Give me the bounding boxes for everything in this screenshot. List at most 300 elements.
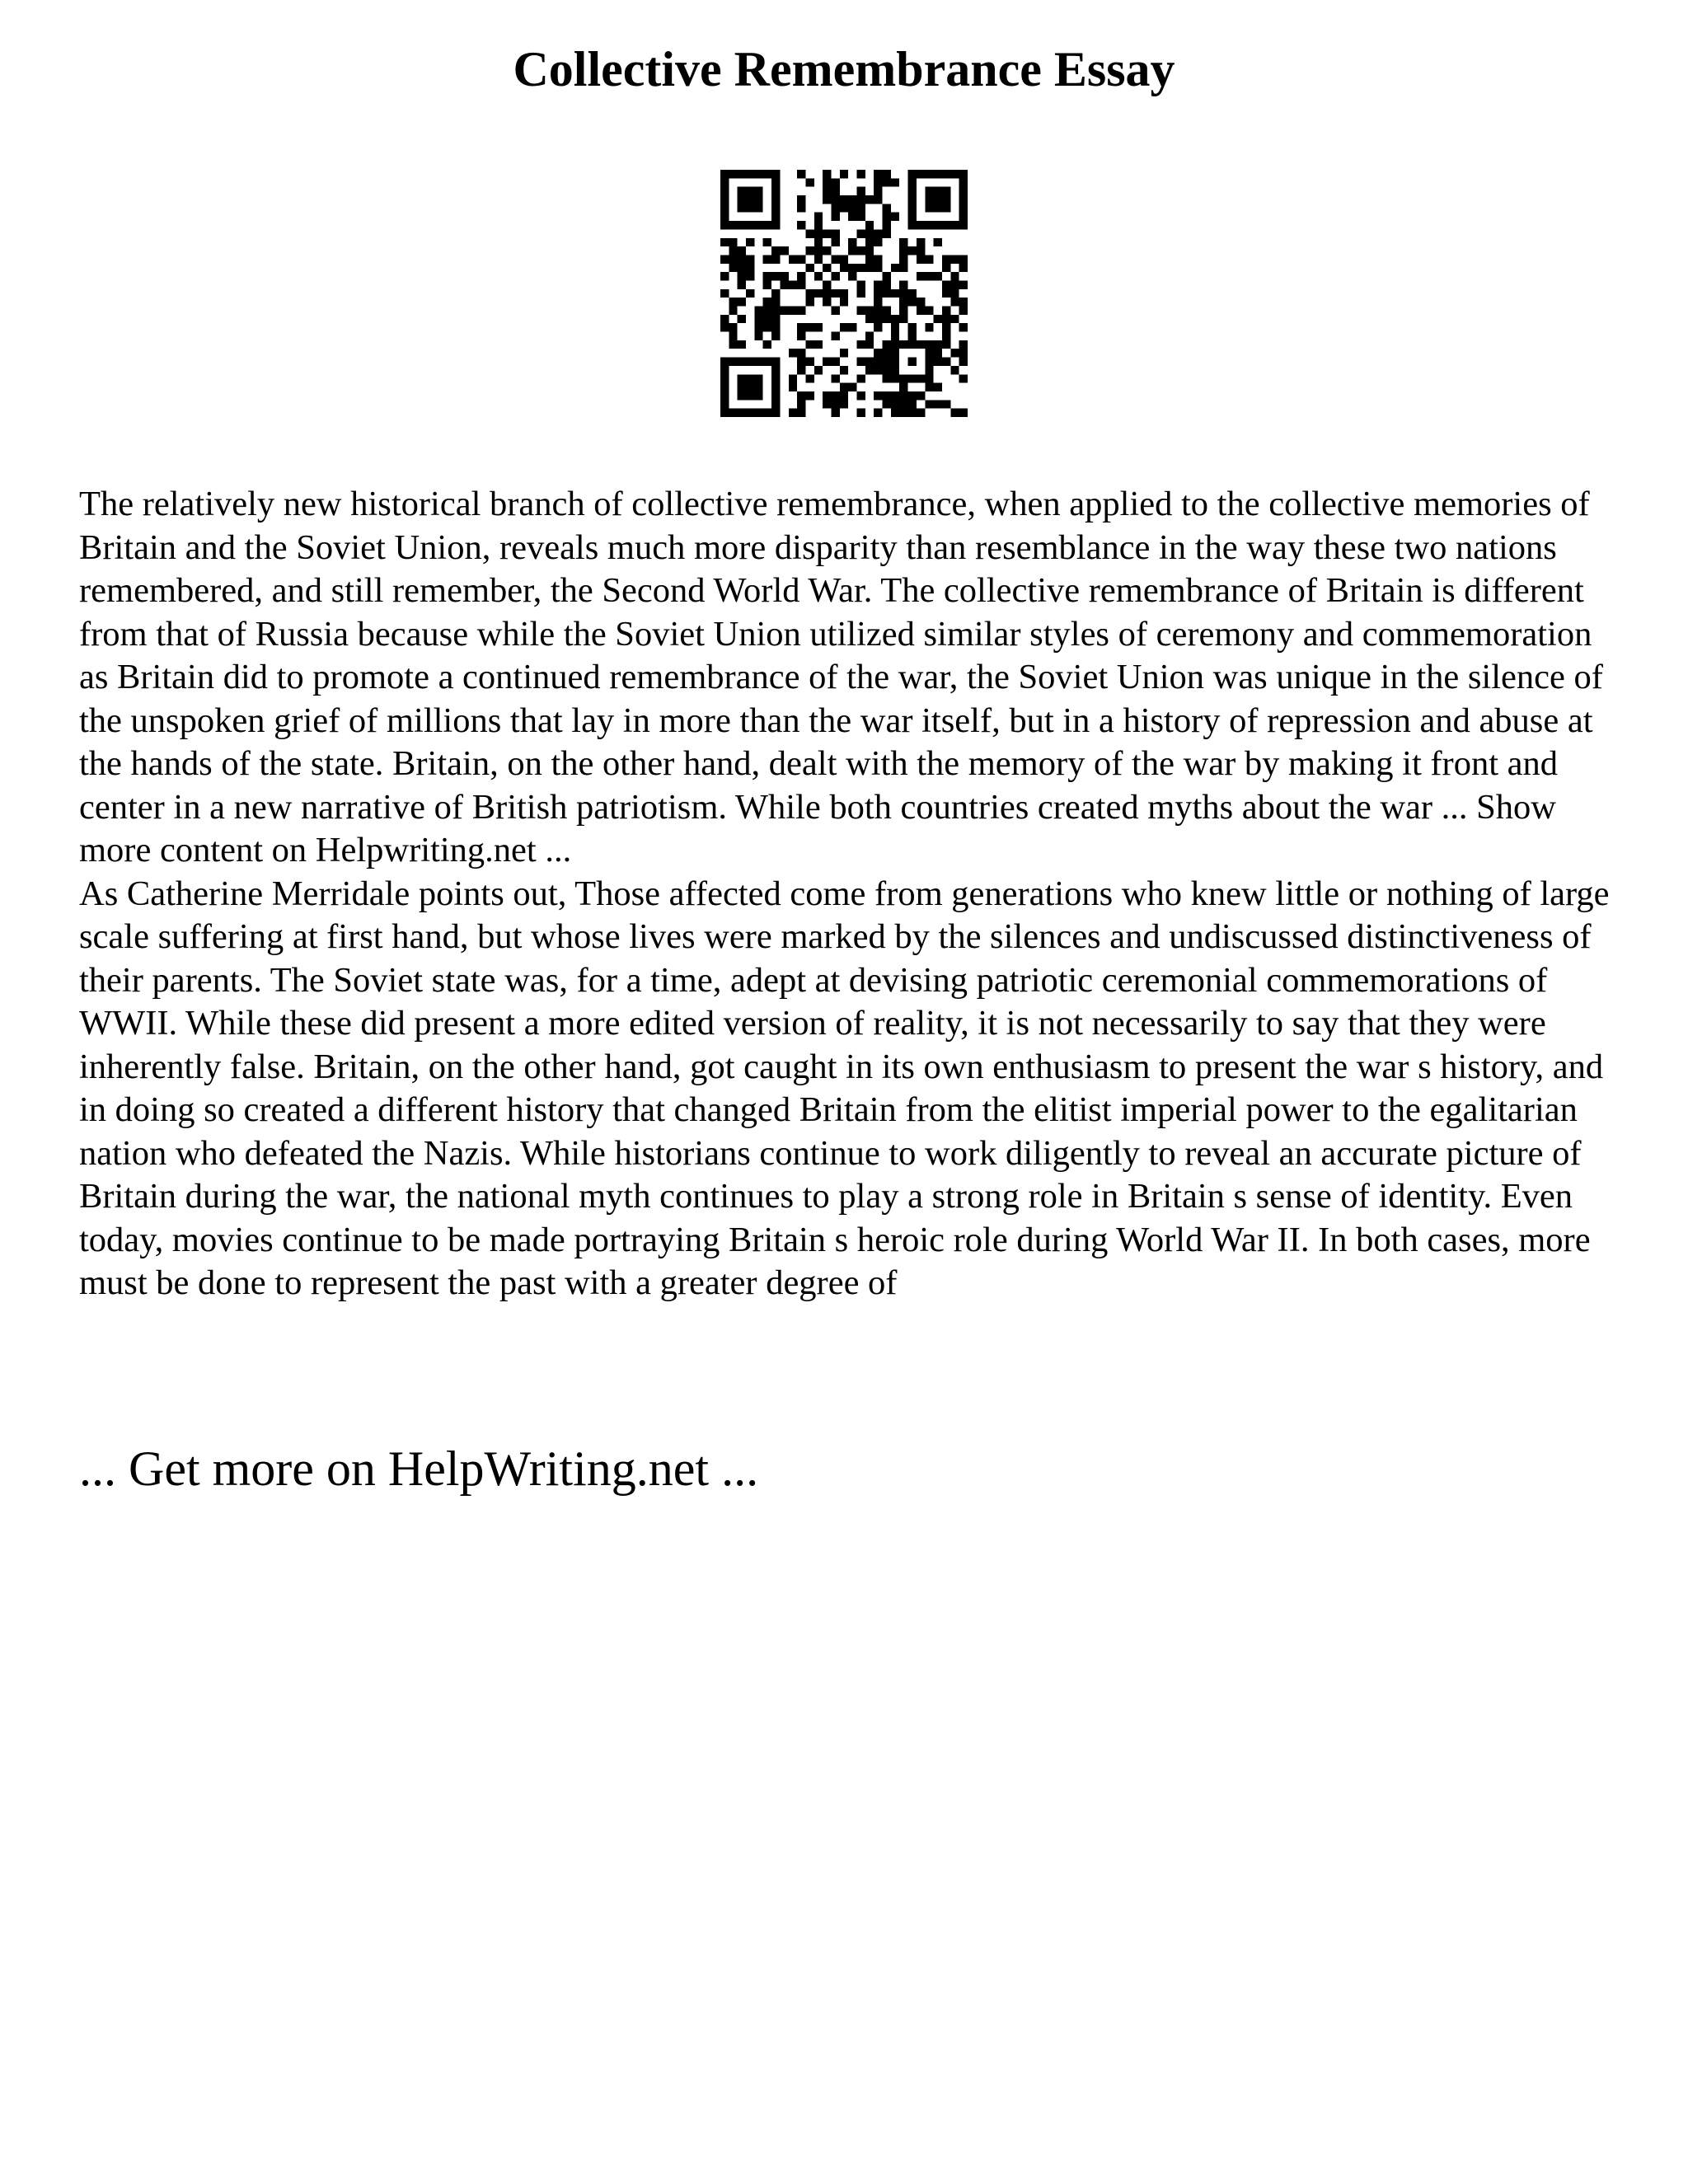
qr-module [959, 255, 968, 263]
qr-module [746, 264, 754, 272]
qr-module [857, 229, 865, 237]
qr-module [746, 255, 754, 263]
qr-module [917, 298, 925, 306]
essay-paragraph-2: As Catherine Merridale points out, Those affected come from generations who knew little or nothing of large scale suffering at first hand, but whose lives were marked by the silences and undiscussed distinctiveness of their parents. The Soviet state was, for a time, adept at devising patriotic ceremonial commemorations of WWII. While these did present a more edited version of reality, it is not necessarily to say that they were inherently false. Britain, on the other hand, got caught in its own enthusiasm to present the war s history, and in doing so created a different history that changed Britain from the elitist imperial power to the egalitarian nation who defeated the Nazis. While historians continue to work diligently to reveal an accurate picture of Britain during the war, the national myth continues to play a strong role in Britain s sense of identity. Even today, movies continue to be made portraying Britain s heroic role during World War II. In both cases, more must be done to represent the past with a greater degree of [79, 874, 1610, 1302]
qr-module [814, 323, 823, 331]
qr-module [840, 195, 848, 204]
qr-module [942, 315, 950, 323]
qr-module [874, 307, 882, 315]
qr-module [789, 349, 797, 357]
qr-module [831, 289, 839, 298]
qr-module [899, 340, 907, 349]
qr-module [771, 332, 780, 340]
qr-module [823, 187, 831, 195]
qr-module [771, 383, 780, 391]
qr-module [754, 391, 762, 400]
qr-module [738, 187, 746, 195]
qr-module [831, 391, 839, 400]
qr-module [720, 289, 729, 298]
document-title: Collective Remembrance Essay [513, 42, 1175, 96]
qr-module [942, 221, 950, 229]
qr-module [771, 187, 780, 195]
qr-module [934, 238, 942, 246]
qr-module [874, 358, 882, 366]
qr-module [883, 213, 891, 221]
qr-module [883, 289, 891, 298]
qr-module [729, 323, 737, 331]
qr-module [823, 400, 831, 408]
qr-module [857, 358, 865, 366]
qr-module [848, 264, 856, 272]
qr-module [942, 255, 950, 263]
qr-module [746, 238, 754, 246]
qr-module [738, 221, 746, 229]
qr-module [763, 340, 771, 349]
qr-module [917, 221, 925, 229]
qr-module [754, 383, 762, 391]
qr-module [797, 307, 805, 315]
qr-module [883, 272, 891, 280]
qr-module [805, 358, 814, 366]
qr-module [720, 221, 729, 229]
qr-module [738, 383, 746, 391]
qr-module [754, 307, 762, 315]
qr-module [771, 255, 780, 263]
qr-module [899, 383, 907, 391]
qr-module [831, 178, 839, 186]
qr-module [746, 391, 754, 400]
qr-module [840, 391, 848, 400]
qr-module [942, 340, 950, 349]
qr-module [934, 272, 942, 280]
qr-module [754, 332, 762, 340]
qr-module [805, 264, 814, 272]
qr-module [917, 340, 925, 349]
qr-module [771, 307, 780, 315]
qr-module [934, 315, 942, 323]
qr-module [934, 383, 942, 391]
qr-module [814, 255, 823, 263]
qr-module [789, 307, 797, 315]
qr-module [831, 332, 839, 340]
qr-module [934, 195, 942, 204]
qr-module [857, 340, 865, 349]
qr-module [840, 264, 848, 272]
qr-module [891, 323, 899, 331]
qr-module [831, 409, 839, 417]
qr-module [805, 246, 814, 255]
qr-module [857, 264, 865, 272]
qr-module [780, 307, 788, 315]
qr-module [797, 400, 805, 408]
qr-module [874, 289, 882, 298]
qr-module [959, 195, 968, 204]
qr-module [908, 391, 917, 400]
qr-module [874, 349, 882, 357]
qr-module [891, 358, 899, 366]
qr-module [883, 358, 891, 366]
qr-module [823, 178, 831, 186]
qr-module [763, 272, 771, 280]
qr-module [823, 391, 831, 400]
qr-module [942, 323, 950, 331]
qr-module [729, 221, 737, 229]
qr-module [763, 238, 771, 246]
qr-module [874, 238, 882, 246]
qr-module [729, 238, 737, 246]
qr-module [959, 340, 968, 349]
qr-module [891, 289, 899, 298]
qr-module [874, 170, 882, 178]
qr-module [874, 409, 882, 417]
qr-module [908, 170, 917, 178]
qr-module [840, 289, 848, 298]
qr-module [797, 272, 805, 280]
qr-module [950, 289, 959, 298]
qr-module [891, 366, 899, 374]
qr-module [771, 204, 780, 212]
qr-module [959, 187, 968, 195]
qr-module [746, 289, 754, 298]
qr-module [874, 255, 882, 263]
qr-module [754, 204, 762, 212]
qr-module [934, 340, 942, 349]
qr-module [720, 409, 729, 417]
qr-module [738, 340, 746, 349]
qr-module [874, 366, 882, 374]
qr-module [738, 409, 746, 417]
qr-module [771, 246, 780, 255]
qr-module [746, 187, 754, 195]
qr-module [883, 178, 891, 186]
qr-module [831, 307, 839, 315]
qr-module [857, 307, 865, 315]
qr-module [763, 307, 771, 315]
qr-module [823, 170, 831, 178]
qr-module [883, 391, 891, 400]
qr-module [738, 255, 746, 263]
qr-module [805, 374, 814, 382]
qr-module [814, 366, 823, 374]
qr-module [874, 187, 882, 195]
qr-module [848, 195, 856, 204]
qr-module [720, 170, 729, 178]
qr-module [934, 349, 942, 357]
qr-module [738, 246, 746, 255]
qr-module [865, 229, 874, 237]
qr-module [797, 349, 805, 357]
qr-module [771, 358, 780, 366]
qr-module [899, 289, 907, 298]
qr-module [883, 221, 891, 229]
qr-module [925, 323, 933, 331]
qr-module [959, 307, 968, 315]
qr-module [771, 323, 780, 331]
qr-module [738, 272, 746, 280]
qr-module [883, 366, 891, 374]
qr-module [883, 229, 891, 237]
qr-module [908, 409, 917, 417]
qr-module [840, 366, 848, 374]
qr-module [746, 170, 754, 178]
qr-module [891, 400, 899, 408]
qr-module [738, 298, 746, 306]
qr-module [865, 264, 874, 272]
qr-module [746, 383, 754, 391]
qr-module [934, 221, 942, 229]
qr-module [720, 323, 729, 331]
qr-module [738, 391, 746, 400]
qr-module [865, 332, 874, 340]
qr-module [950, 349, 959, 357]
qr-module [883, 204, 891, 212]
qr-module [729, 340, 737, 349]
qr-module [908, 213, 917, 221]
qr-module [746, 272, 754, 280]
qr-module [865, 195, 874, 204]
qr-module [754, 323, 762, 331]
qr-module [771, 298, 780, 306]
qr-module [857, 187, 865, 195]
qr-module [925, 307, 933, 315]
qr-module [831, 187, 839, 195]
qr-module [771, 374, 780, 382]
qr-module [891, 374, 899, 382]
qr-module [805, 323, 814, 331]
qr-module [959, 170, 968, 178]
qr-module [746, 221, 754, 229]
qr-module [823, 298, 831, 306]
qr-module [746, 358, 754, 366]
qr-module [754, 195, 762, 204]
qr-module [797, 221, 805, 229]
qr-module [729, 332, 737, 340]
qr-module [771, 391, 780, 400]
qr-module [925, 204, 933, 212]
qr-module [720, 238, 729, 246]
qr-module [840, 298, 848, 306]
qr-module [789, 409, 797, 417]
qr-module [925, 383, 933, 391]
qr-module [771, 272, 780, 280]
qr-module [891, 391, 899, 400]
qr-module [789, 374, 797, 382]
qr-module [891, 409, 899, 417]
qr-module [771, 178, 780, 186]
get-more-link[interactable]: ... Get more on HelpWriting.net ... [79, 1441, 759, 1496]
qr-module [720, 178, 729, 186]
qr-module [959, 409, 968, 417]
qr-module [814, 272, 823, 280]
qr-module [899, 298, 907, 306]
qr-module [908, 289, 917, 298]
qr-module [908, 187, 917, 195]
qr-module [917, 307, 925, 315]
qr-module [942, 204, 950, 212]
qr-module [950, 298, 959, 306]
qr-module [899, 255, 907, 263]
qr-module [950, 255, 959, 263]
qr-module [771, 409, 780, 417]
qr-module [857, 280, 865, 288]
qr-module [950, 409, 959, 417]
qr-module [934, 170, 942, 178]
qr-module [797, 204, 805, 212]
qr-module [840, 383, 848, 391]
qr-module [771, 195, 780, 204]
qr-module [950, 221, 959, 229]
essay-body [79, 483, 1620, 1305]
qr-module [925, 400, 933, 408]
qr-module [942, 264, 950, 272]
qr-module [908, 323, 917, 331]
qr-module [950, 280, 959, 288]
qr-module [831, 272, 839, 280]
qr-module [942, 195, 950, 204]
qr-module [917, 238, 925, 246]
qr-module [883, 349, 891, 357]
qr-module [738, 374, 746, 382]
qr-module [771, 400, 780, 408]
qr-module [771, 221, 780, 229]
qr-module [899, 238, 907, 246]
qr-module [729, 358, 737, 366]
qr-module [771, 213, 780, 221]
qr-module [729, 255, 737, 263]
qr-module [797, 280, 805, 288]
qr-module [959, 298, 968, 306]
qr-module [925, 349, 933, 357]
qr-module [925, 195, 933, 204]
qr-module [857, 409, 865, 417]
qr-module [865, 221, 874, 229]
qr-module [738, 195, 746, 204]
qr-module [865, 255, 874, 263]
qr-module [720, 374, 729, 382]
qr-module [823, 289, 831, 298]
qr-module [771, 289, 780, 298]
qr-module [934, 187, 942, 195]
qr-module [874, 298, 882, 306]
qr-module [891, 315, 899, 323]
qr-module [899, 264, 907, 272]
qr-module [942, 332, 950, 340]
qr-module [840, 400, 848, 408]
qr-module [925, 255, 933, 263]
qr-module [763, 409, 771, 417]
qr-module [942, 307, 950, 315]
qr-module [831, 204, 839, 212]
qr-module [814, 238, 823, 246]
qr-module [925, 187, 933, 195]
qr-module [848, 272, 856, 280]
qr-module [908, 358, 917, 366]
qr-module [814, 229, 823, 237]
qr-module [771, 315, 780, 323]
qr-module [908, 340, 917, 349]
qr-module [950, 315, 959, 323]
qr-module [720, 315, 729, 323]
qr-module [797, 366, 805, 374]
qr-module [720, 187, 729, 195]
qr-module [917, 409, 925, 417]
qr-module [848, 246, 856, 255]
qr-module [797, 323, 805, 331]
qr-module [908, 332, 917, 340]
qr-module [883, 340, 891, 349]
qr-module [797, 332, 805, 340]
qr-module [908, 400, 917, 408]
qr-module [823, 229, 831, 237]
qr-module [891, 332, 899, 340]
qr-module [874, 391, 882, 400]
qr-module [959, 264, 968, 272]
qr-module [805, 289, 814, 298]
qr-module [908, 204, 917, 212]
qr-module [746, 374, 754, 382]
qr-module [771, 366, 780, 374]
qr-module [934, 204, 942, 212]
qr-module [754, 409, 762, 417]
qr-module [754, 358, 762, 366]
qr-module [874, 323, 882, 331]
qr-module [746, 409, 754, 417]
qr-module [805, 229, 814, 237]
qr-module [720, 213, 729, 221]
qr-module [874, 195, 882, 204]
qr-module [738, 280, 746, 288]
qr-module [917, 272, 925, 280]
qr-module [891, 349, 899, 357]
qr-module [831, 358, 839, 366]
qr-module [942, 170, 950, 178]
qr-module [865, 238, 874, 246]
qr-module [942, 400, 950, 408]
qr-module [840, 349, 848, 357]
qr-module [814, 246, 823, 255]
qr-module [899, 409, 907, 417]
qr-module [925, 272, 933, 280]
qr-module [925, 358, 933, 366]
qr-module [831, 229, 839, 237]
qr-module [959, 374, 968, 382]
qr-module [823, 246, 831, 255]
qr-module [874, 229, 882, 237]
essay-paragraph-1: The relatively new historical branch of collective remembrance, when applied to the collective memories of Britain and the Soviet Union, reveals much more disparity than resemblance in the way these two nations remembered, and still remember, the Second World War. The collective remembrance of Britain is different from that of Russia because while the Soviet Union utilized similar styles of ceremony and commemoration as Britain did to promote a continued remembrance of the war, the Soviet Union was unique in the silence of the unspoken grief of millions that lay in more than the war itself, but in a history of repression and abuse at the hands of the state. Britain, on the other hand, dealt with the memory of the war by making it front and center in a new narrative of British patriotism. While both countries created myths about the war ... Show more content on Helpwriting.net ... [79, 485, 1603, 869]
qr-module [908, 195, 917, 204]
qr-module [763, 323, 771, 331]
qr-module [780, 246, 788, 255]
qr-module [720, 204, 729, 212]
qr-module [883, 400, 891, 408]
qr-module [814, 340, 823, 349]
qr-module [780, 272, 788, 280]
qr-module [797, 195, 805, 204]
qr-module [865, 307, 874, 315]
qr-module [934, 358, 942, 366]
qr-module [763, 221, 771, 229]
qr-module [959, 349, 968, 357]
qr-module [797, 358, 805, 366]
qr-module [720, 255, 729, 263]
qr-module [805, 298, 814, 306]
qr-module [917, 374, 925, 382]
qr-module [729, 246, 737, 255]
qr-module [908, 298, 917, 306]
qr-module [857, 195, 865, 204]
qr-module [789, 255, 797, 263]
qr-module [720, 195, 729, 204]
